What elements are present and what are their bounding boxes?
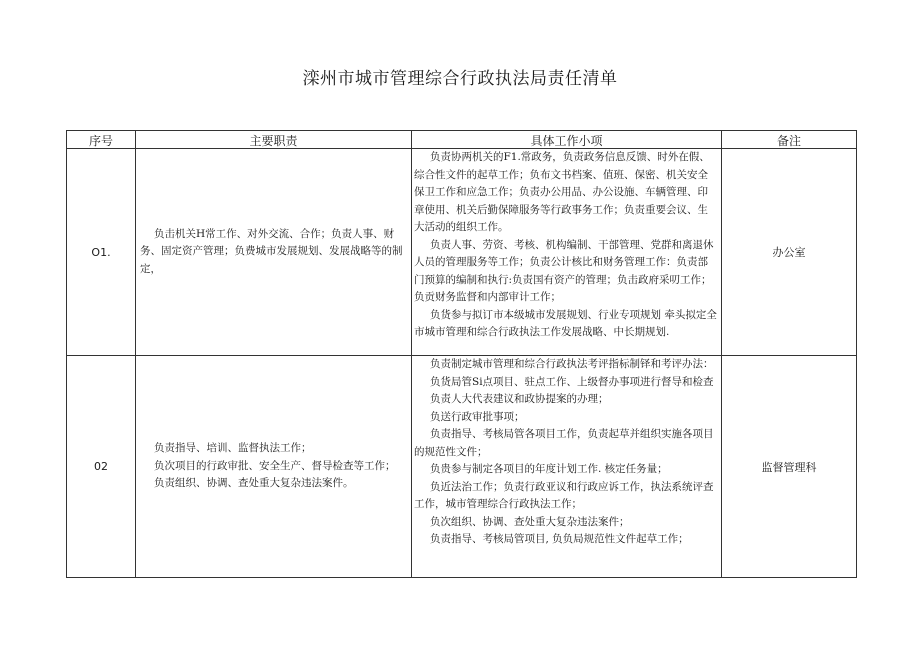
table-header-row — [67, 131, 857, 149]
duty-line: 负责指导、培训、监督执法工作； — [154, 442, 312, 455]
table-row — [67, 149, 857, 356]
row-duty — [136, 149, 412, 356]
table-row — [67, 356, 857, 578]
row-work — [412, 356, 722, 578]
row-note: 办公室 — [722, 149, 857, 356]
work-item: 负货局管Si点项目、驻点工作、上级督办事项进行督导和检查 — [430, 375, 714, 388]
header-note: 备注 — [722, 131, 857, 149]
document-title: 滦州市城市管理综合行政执法局责任清单 — [302, 69, 618, 89]
duty-line: 负责组织、协调、查处重大复杂违法案件。 — [154, 477, 354, 490]
row-duty — [136, 356, 412, 578]
header-seq: 序号 — [67, 131, 136, 149]
row-seq: 02 — [67, 356, 136, 578]
work-item: 负责指导、考核局管各项目工作，负责起草并组织实施各项目的规范性文件； — [414, 428, 714, 458]
work-item: 负责人大代表建议和政协提案的办理； — [430, 393, 609, 405]
work-item: 负次组织、协调、查处重大复杂违法案件； — [430, 515, 630, 528]
header-work: 具体工作小项 — [412, 131, 722, 149]
work-item: 负送行政审批事项； — [430, 410, 525, 423]
responsibility-table — [66, 130, 857, 578]
row-seq: O1. — [67, 149, 136, 356]
work-item: 负贵参与制定各项目的年度计划工作. 核定任务量； — [430, 463, 668, 475]
row-work — [412, 149, 722, 356]
work-item: 负责人事、劳资、考核、机构编制、干部管理、党群和离退休人员的管理服务等工作；负责公计核比和财务管理工作：负责部门预算的编制和执行:负责国有资产的管理；负击政府采叨工作；负贡财务监督和内部审计工作； — [414, 238, 714, 303]
work-item: 负责制定城市管理和综合行政执法考评指标制铎和考评办法： — [430, 358, 714, 370]
duty-line: 负击机关H常工作、对外交流、合作；负责人事、财务、固定资产管理；负费城市发展规划、发展战略等的制定， — [140, 227, 403, 275]
row-note: 监督管理科 — [722, 356, 857, 578]
duty-line: 负次项目的行政审批、安全生产、督导检查等工作； — [154, 459, 396, 472]
work-item: 负责协两机关的F1.常政务，负责政务信息反馈、时外在假、综合性文件的起草工作；负布文书档案、值班、保密、机关安全保卫工作和应急工作；负责办公用品、办公设施、车辆管理、印章使用、机关后勤保障服务等行政事务工作；负责重要会议、生大活动的组织工作。 — [414, 151, 710, 233]
work-item: 负货参与拟订市本级城市发展规划、行业专项规划 牵头拟定全市城市管理和综合行政执法工作发展战略、中长期规划. — [414, 308, 717, 338]
work-item: 负近法治工作；负责行政亚议和行政应诉工作，执法系统评查工作，城市管理综合行政执法工作； — [414, 480, 714, 510]
header-duty: 主要职责 — [136, 131, 412, 149]
work-item: 负责指导、考核局管项目, 负负局规范性文件起草工作； — [430, 533, 689, 545]
